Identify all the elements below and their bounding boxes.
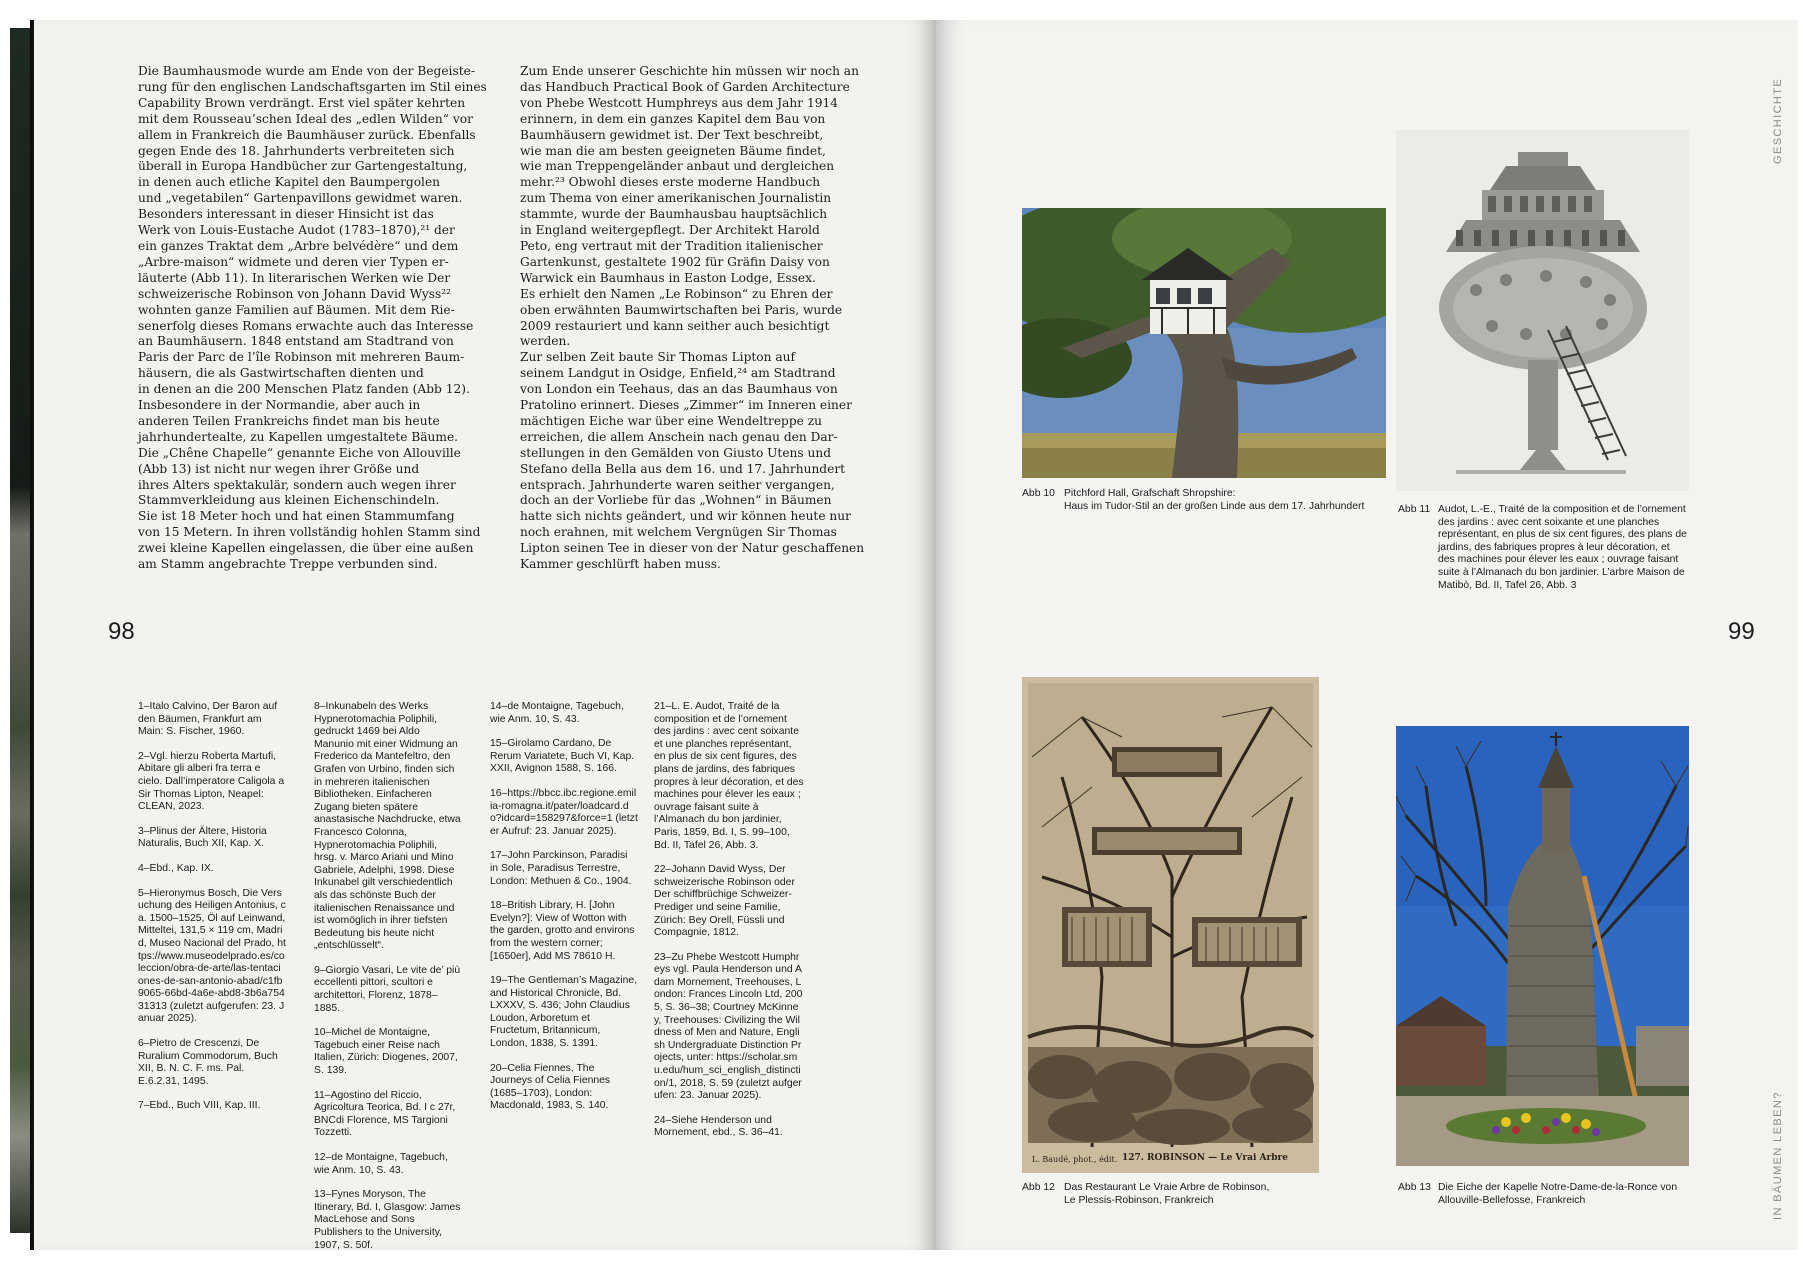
footnote: 10–Michel de Montaigne, Tagebuch einer Reise nach Italien, Zürich: Diogenes, 2007, S. 139. [314, 1027, 458, 1077]
footnote: 24–Siehe Henderson und Mornement, ebd., S. 36–41. [654, 1114, 783, 1139]
article-column-2: Zum Ende unserer Geschichte hin müssen wir noch an das Handbuch Practical Book of Garden Architecture von Phebe Westcott Humphreys aus dem Jahr 1914 erinnern, in dem ein ganzes Kapitel dem Bau von Baumhäusern gewidmet ist. Der Text beschreibt, wie man die am besten geeigneten Bäume findet, wie man Treppengeländer anbaut und dergleichen mehr.²³ Obwohl dieses erste moderne Handbuch zum Thema von einer amerikanischen Journalistin stammte, wurde der Baumhausbau hauptsächlich in England weitergepflegt. Der Architekt Harold Peto, eng vertraut mit der Tradition italienischer Gartenkunst, gestaltete 1902 für Gräfin Daisy von Warwick ein Baumhaus in Easton Lodge, Essex. Es erhielt den Namen „Le Robinson“ zu Ehren der oben erwähnten Baumwirtschaften bei Paris, wurde 2009 restauriert und kann seither auch besichtigt werden. Zur selben Zeit baute Sir Thomas Lipton auf seinem Landgut in Osidge, Enfield,²⁴ am Stadtrand von London ein Teehaus, das an das Baumhaus von Pratolino erinnert. Dieses „Zimmer“ im Inneren einer mächtigen Eiche war über eine Wendeltreppe zu erreichen, die allem Anschein nach genau den Dar- stellungen in den Gemälden von Giusto Utens und Stefano della Bella aus dem 16. und 17. Jahrhundert entsprach. Jahrhunderte waren seither vergangen, doch an der Vorliebe für das „Wohnen“ in Bäumen hatte sich nichts geändert, und wir können heute nur noch erahnen, mit welchem Vergnügen Sir Thomas Lipton seinen Tee in dieser von der Natur geschaffenen Kammer geschlürft haben muss. [520, 64, 865, 572]
footnote: 21–L. E. Audot, Traité de la composition et de l’ornement des jardins : avec cent soixante et une planches représentant, en plus de six cent figures, des plans de jardins, des fabriques propres à leur décoration, et des machines pour élever les eaux ; ouvrage faisant suite à l’Almanach du bon jardinier, Paris, 1859, Bd. I, S. 99–100, Bd. II, Tafel 26, Abb. 3. [654, 701, 804, 851]
footnote: 1–Italo Calvino, Der Baron auf den Bäumen, Frankfurt am Main: S. Fischer, 1960. [138, 701, 278, 738]
running-footer: IN BÄUMEN LEBEN? [1772, 1091, 1784, 1220]
page-number-right: 99 [1728, 618, 1755, 645]
footnote: 20–Celia Fiennes, The Journeys of Celia Fiennes (1685–1703), London: Macdonald, 1983, S. 140. [490, 1062, 611, 1112]
footnote: 2–Vgl. hierzu Roberta Martufi, Abitare gli alberi fra terra e cielo. Dall’imperatore Caligola a Sir Thomas Lipton, Neapel: CLEAN, 2023. [138, 750, 285, 813]
photo-chene-chapelle [1396, 726, 1689, 1166]
footnote: 23–Zu Phebe Westcott Humphreys vgl. Paula Henderson und Adam Mornement, Treehouses, London: Frances Lincoln Ltd, 2005, S. 36–38; Courtney McKinney, Treehouses: Civilizing the Wildness of Men and Nature, English Undergraduate Distinction Projects, unter: https://scholar.smu.edu/hum_sci_english_distinction/1, 2018, S. 59 (zuletzt aufgerufen: 23. Januar 2025). [654, 951, 803, 1102]
caption-abb13: Die Eiche der Kapelle Notre-Dame-de-la-Ronce von Allouville-Bellefosse, Frankreich [1438, 1182, 1678, 1206]
caption-tag-abb11: Abb 11 [1398, 504, 1431, 515]
postcard-photographer-label: L. Baudé, phot., édit. [1032, 1155, 1118, 1164]
footnotes-column-2 [314, 701, 462, 1264]
engraving-arbre-maison [1396, 130, 1689, 491]
article-column-1: Die Baumhausmode wurde am Ende von der Begeiste- rung für den englischen Landschaftsgarten im Stil eines Capability Brown verdrängt. Erst viel später kehrten mit dem Rousseau’schen Ideal des „edlen Wilden“ vor allem in Frankreich die Baumhäuser zurück. Ebenfalls gegen Ende des 18. Jahrhunderts verbreiteten sich überall in Europa Handbücher zur Gartengestaltung, in denen auch etliche Kapitel den Baumpergolen und „vegetabilen“ Gartenpavillons gewidmet waren. Besonders interessant in dieser Hinsicht ist das Werk von Louis-Eustache Audot (1783–1870),²¹ der ein ganzes Traktat dem „Arbre belvédère“ und dem „Arbre-maison“ widmete und deren vier Typen er- läuterte (Abb 11). In literarischen Werken wie Der schweizerische Robinson von Johann David Wyss²² wohnten ganze Familien auf Bäumen. Mit dem Rie- senerfolg dieses Romans erwachte auch das Interesse an Baumhäusern. 1848 entstand am Stadtrand von Paris der Parc de l’île Robinson mit mehreren Baum- häusern, die als Gastwirtschaften dienten und in denen an die 200 Menschen Platz fanden (Abb 12). Insbesondere in der Normandie, aber auch in anderen Teilen Frankreichs findet man bis heute jahrhundertealte, zu Kapellen umgestaltete Bäume. Die „Chêne Chapelle“ genannte Eiche von Allouville (Abb 13) ist nicht nur wegen ihrer Größe und ihres Alters spektakulär, sondern auch wegen ihrer Stammverkleidung aus kleinen Eichenschindeln. Sie ist 18 Meter hoch und hat einen Stammumfang von 15 Metern. In ihren vollständig hohlen Stamm sind zwei kleine Kapellen eingelassen, die über eine außen am Stamm angebrachte Treppe verbunden sind. [138, 64, 487, 572]
footnote: 3–Plinus der Ältere, Historia Naturalis, Buch XII, Kap. X. [138, 825, 267, 850]
footnote: 18–British Library, H. [John Evelyn?]: View of Wotton with the garden, grotto and environs from the western corner; [1650er], Add MS 78610 H. [490, 900, 635, 962]
caption-tag-abb12: Abb 12 [1022, 1182, 1055, 1193]
caption-abb12: Das Restaurant Le Vraie Arbre de Robinson, Le Plessis-Robinson, Frankreich [1064, 1182, 1270, 1206]
running-header: GESCHICHTE [1772, 77, 1784, 164]
footnotes-column-4 [654, 701, 804, 1152]
footnotes-column-1 [138, 701, 286, 1125]
photo-pitchford-treehouse [1022, 208, 1386, 478]
caption-tag-abb13: Abb 13 [1398, 1182, 1431, 1193]
footnote: 7–Ebd., Buch VIII, Kap. III. [138, 1100, 261, 1112]
caption-abb10: Pitchford Hall, Grafschaft Shropshire: Haus im Tudor-Stil an der großen Linde aus dem 17. Jahrhundert [1064, 488, 1365, 512]
page-number-left: 98 [108, 618, 135, 645]
footnote: 12–de Montaigne, Tagebuch, wie Anm. 10, S. 43. [314, 1152, 448, 1176]
footnote: 6–Pietro de Crescenzi, De Ruralium Commodorum, Buch XII, B. N. C. F. ms. Pal. E.6.2.31, 1495. [138, 1038, 278, 1087]
footnote: 8–Inkunabeln des Werks Hypnerotomachia Poliphili, gedruckt 1469 bei Aldo Manunio mit einer Widmung an Frederico da Mantefeltro, den Grafen von Urbino, finden sich in mehreren italienischen Bibliotheken. Einfacheren Zugang bieten spätere anastasische Nachdrucke, etwa Francesco Colonna, Hypnerotomachia Poliphili, hrsg. v. Marco Ariani und Mino Gabriele, Adelphi, 1998. Diese Inkunabel gilt verschiedentlich als das schönste Buch der italienischen Renaissance und ist womöglich in ihrer tiefsten Bedeutung bis heute nicht „entschlüsselt“. [314, 701, 461, 952]
footnote: 16–https://bbcc.ibc.regione.emilia-romagna.it/pater/loadcard.do?idcard=158297&force=1 (letzter Aufruf: 23. Januar 2025). [490, 787, 638, 837]
footnotes-column-3 [490, 701, 638, 1125]
postcard-title-label: 127. ROBINSON — Le Vrai Arbre [1122, 1153, 1289, 1163]
right-page [936, 20, 1798, 1250]
caption-abb11: Audot, L.-E., Traité de la composition et de l’ornement des jardins : avec cent soixante et une planches représentant, en plus de six cent figures, des plans de jardins, des fabriques propres à leur décoration, et des machines pour élever les eaux ; ouvrage faisant suite à l’Almanach du bon jardinier. L’arbre Maison de Matibò, Bd. II, Tafel 26, Abb. 3 [1438, 504, 1687, 591]
footnote: 22–Johann David Wyss, Der schweizerische Robinson oder Der schiffbrüchige Schweizer-Prediger und seine Familie, Zürich: Bey Orell, Füssli und Compagnie, 1812. [654, 864, 795, 939]
footnote: 17–John Parckinson, Paradisi in Sole, Paradisus Terrestre, London: Methuen & Co., 1904. [490, 850, 632, 887]
footnote: 19–The Gentleman’s Magazine, and Historical Chronicle, Bd. LXXXV, S. 436; John Claudius Loudon, Arboretum et Fructetum, Britannicum, London, 1838, S. 1391. [490, 975, 638, 1050]
caption-tag-abb10: Abb 10 [1022, 488, 1055, 499]
footnote: 14–de Montaigne, Tagebuch, wie Anm. 10, S. 43. [490, 701, 624, 725]
footnote: 11–Agostino del Riccio, Agricoltura Teorica, Bd. I c 27r, BNCdi Florence, MS Targioni Tozzetti. [314, 1089, 456, 1139]
footnote: 4–Ebd., Kap. IX. [138, 862, 214, 874]
footnote: 9–Giorgio Vasari, Le vite de’ più eccellenti pittori, scultori e architettori, Florenz, 1878–1885. [314, 964, 461, 1014]
left-page [34, 20, 936, 1250]
footnote: 13–Fynes Moryson, The Itinerary, Bd. I, Glasgow: James MacLehose and Sons Publishers to the University, 1907, S. 50f. [314, 1189, 461, 1251]
postcard-vrai-arbre-robinson [1022, 677, 1319, 1173]
footnote: 5–Hieronymus Bosch, Die Versuchung des Heiligen Antonius, ca. 1500–1525, Öl auf Leinwand, Mitteltei, 131,5 × 119 cm, Madrid, Museo Nacional del Prado, https://www.museodelprado.es/coleccion/obra-de-arte/las-tentaciones-de-san-antonio-abad/c1fb9065-66bd-4a6e-abd8-3b6a75431313 (zuletzt aufgerufen: 23. Januar 2025). [138, 887, 286, 1025]
footnote: 15–Girolamo Cardano, De Rerum Variatete, Buch VI, Kap. XXII, Avignon 1588, S. 166. [490, 738, 635, 775]
